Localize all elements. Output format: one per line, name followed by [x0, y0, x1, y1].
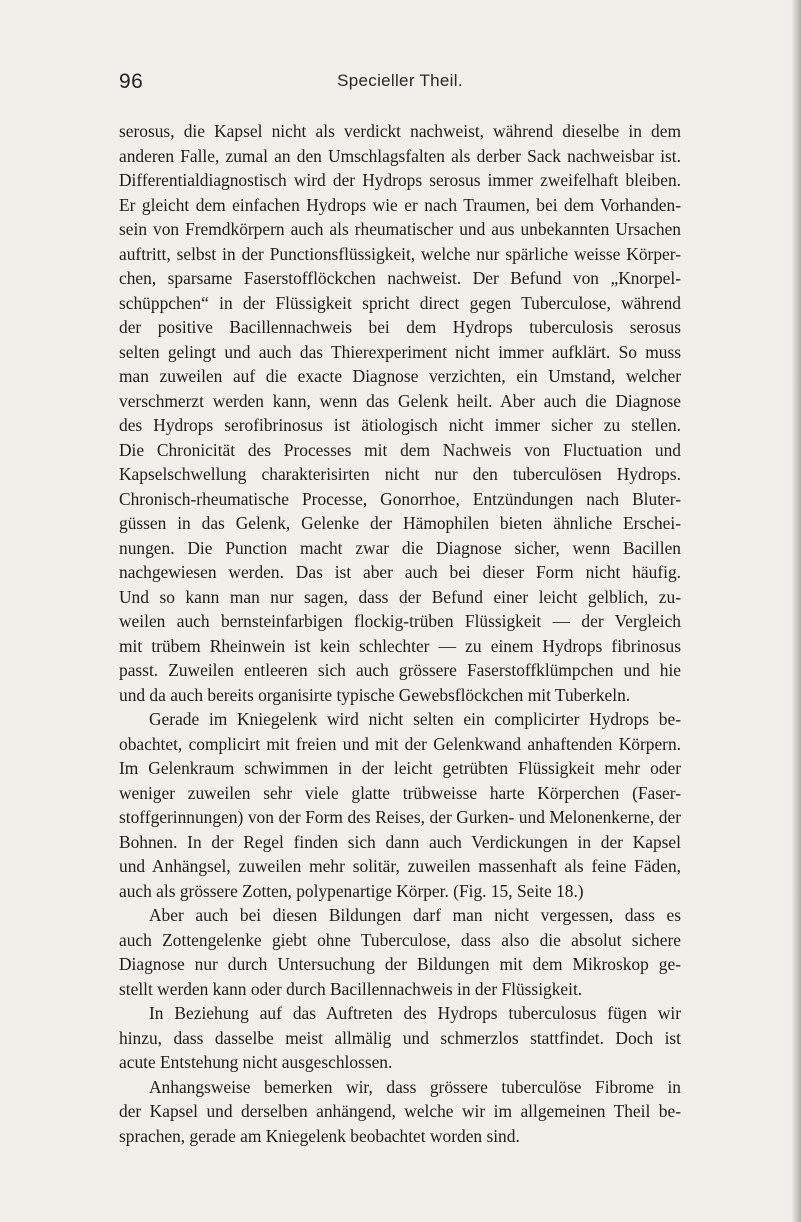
text-line: sprachen, gerade am Kniegelenk beobachtet worden sind. — [119, 1125, 520, 1146]
text-line: sein von Fremdkörpern auch als rheumatischer und aus unbekannten Ursachen — [119, 219, 681, 239]
text-line: mit trübem Rheinwein ist kein schlechter — zu einem Hydrops fibrinosus — [119, 635, 681, 656]
text-line: serosus, die Kapsel nicht als verdickt nachweist, während dieselbe in dem — [119, 121, 681, 141]
text-line: stellt werden kann oder durch Bacillennachweis in der Flüssigkeit. — [119, 978, 583, 999]
text-line: Diagnose nur durch Untersuchung der Bildungen mit dem Mikroskop ge- — [119, 954, 681, 974]
text-line: hinzu, dass dasselbe meist allmälig und schmerzlos stattfindet. Doch ist — [119, 1027, 681, 1048]
text-line: Bohnen. In der Regel finden sich dann auch Verdickungen in der Kapsel — [119, 831, 681, 852]
text-line: Im Gelenkraum schwimmen in der leicht getrübten Flüssigkeit mehr oder — [119, 758, 681, 778]
text-line: und Anhängsel, zuweilen mehr solitär, zuweilen massenhaft als feine Fäden, — [119, 856, 681, 876]
text-line: der Kapsel und derselben anhängend, welche wir im allgemeinen Theil be- — [119, 1101, 681, 1121]
text-line: des Hydrops serofibrinosus ist ätiologisch nicht immer sicher zu stellen. — [119, 415, 681, 435]
page-edge-shadow — [791, 0, 801, 1222]
running-head: Specieller Theil. — [337, 71, 463, 90]
text-line: stoffgerinnungen) von der Form des Reises, der Gurken- und Melonenkerne, der — [119, 807, 681, 827]
text-line: Differentialdiagnostisch wird der Hydrops serosus immer zweifelhaft bleiben. — [119, 170, 681, 190]
text-line: obachtet, complicirt mit freien und mit der Gelenkwand anhaftenden Körpern. — [119, 733, 681, 754]
text-line: auch Zottengelenke giebt ohne Tuberculose, dass also die absolut sichere — [119, 929, 681, 950]
text-line: Und so kann man nur sagen, dass der Befund einer leicht gelblich, zu- — [119, 586, 681, 607]
text-line: selten gelingt und auch das Thierexperiment nicht immer aufklärt. So muss — [119, 341, 681, 362]
text-line: Die Chronicität des Processes mit dem Nachweis von Fluctuation und — [119, 439, 681, 460]
text-line: acute Entstehung nicht ausgeschlossen. — [119, 1052, 393, 1072]
text-line: man zuweilen auf die exacte Diagnose verzichten, ein Umstand, welcher — [119, 366, 681, 386]
text-line: Kapselschwellung charakterisirten nicht nur den tuberculösen Hydrops. — [119, 464, 681, 484]
text-line: auftritt, selbst in der Punctionsflüssigkeit, welche nur spärliche weisse Körper- — [119, 243, 681, 264]
text-line: Aber auch bei diesen Bildungen darf man nicht vergessen, dass es — [149, 905, 681, 925]
text-line: auch als grössere Zotten, polypenartige Körper. (Fig. 15, Seite 18.) — [119, 880, 584, 901]
text-line: verschmerzt werden kann, wenn das Gelenk heilt. Aber auch die Diagnose — [119, 390, 681, 411]
text-line: schüppchen“ in der Flüssigkeit spricht direct gegen Tuberculose, während — [119, 292, 681, 313]
text-line: nachgewiesen werden. Das ist aber auch bei dieser Form nicht häufig. — [119, 562, 681, 582]
text-line: weilen auch bernsteinfarbigen flockig-trüben Flüssigkeit — der Vergleich — [119, 611, 681, 631]
text-line: anderen Falle, zumal an den Umschlagsfalten als derber Sack nachweisbar ist. — [119, 145, 681, 166]
text-line: Gerade im Kniegelenk wird nicht selten ein complicirter Hydrops be- — [149, 709, 681, 729]
body-text — [119, 119, 681, 1148]
text-line: Er gleicht dem einfachen Hydrops wie er nach Traumen, bei dem Vorhanden- — [119, 194, 681, 215]
text-line: Anhangsweise bemerken wir, dass grössere tuberculöse Fibrome in — [149, 1076, 681, 1097]
text-line: weniger zuweilen sehr viele glatte trübweisse harte Körperchen (Faser- — [119, 782, 681, 803]
text-line: der positive Bacillennachweis bei dem Hydrops tuberculosis serosus — [119, 317, 681, 337]
text-line: güssen in das Gelenk, Gelenke der Hämophilen bieten ähnliche Erschei- — [119, 513, 681, 533]
page-number: 96 — [119, 70, 144, 93]
text-line: nungen. Die Punction macht zwar die Diagnose sicher, wenn Bacillen — [119, 537, 681, 558]
text-line: Chronisch-rheumatische Processe, Gonorrhoe, Entzündungen nach Bluter- — [119, 488, 681, 509]
text-line: und da auch bereits organisirte typische Gewebsflöckchen mit Tuberkeln. — [119, 684, 631, 705]
text-line: chen, sparsame Faserstofflöckchen nachweist. Der Befund von „Knorpel- — [119, 268, 681, 288]
text-line: passt. Zuweilen entleeren sich auch grössere Faserstoffklümpchen und hie — [119, 660, 681, 680]
page-header — [119, 66, 681, 96]
text-line: In Beziehung auf das Auftreten des Hydrops tuberculosus fügen wir — [149, 1003, 681, 1023]
